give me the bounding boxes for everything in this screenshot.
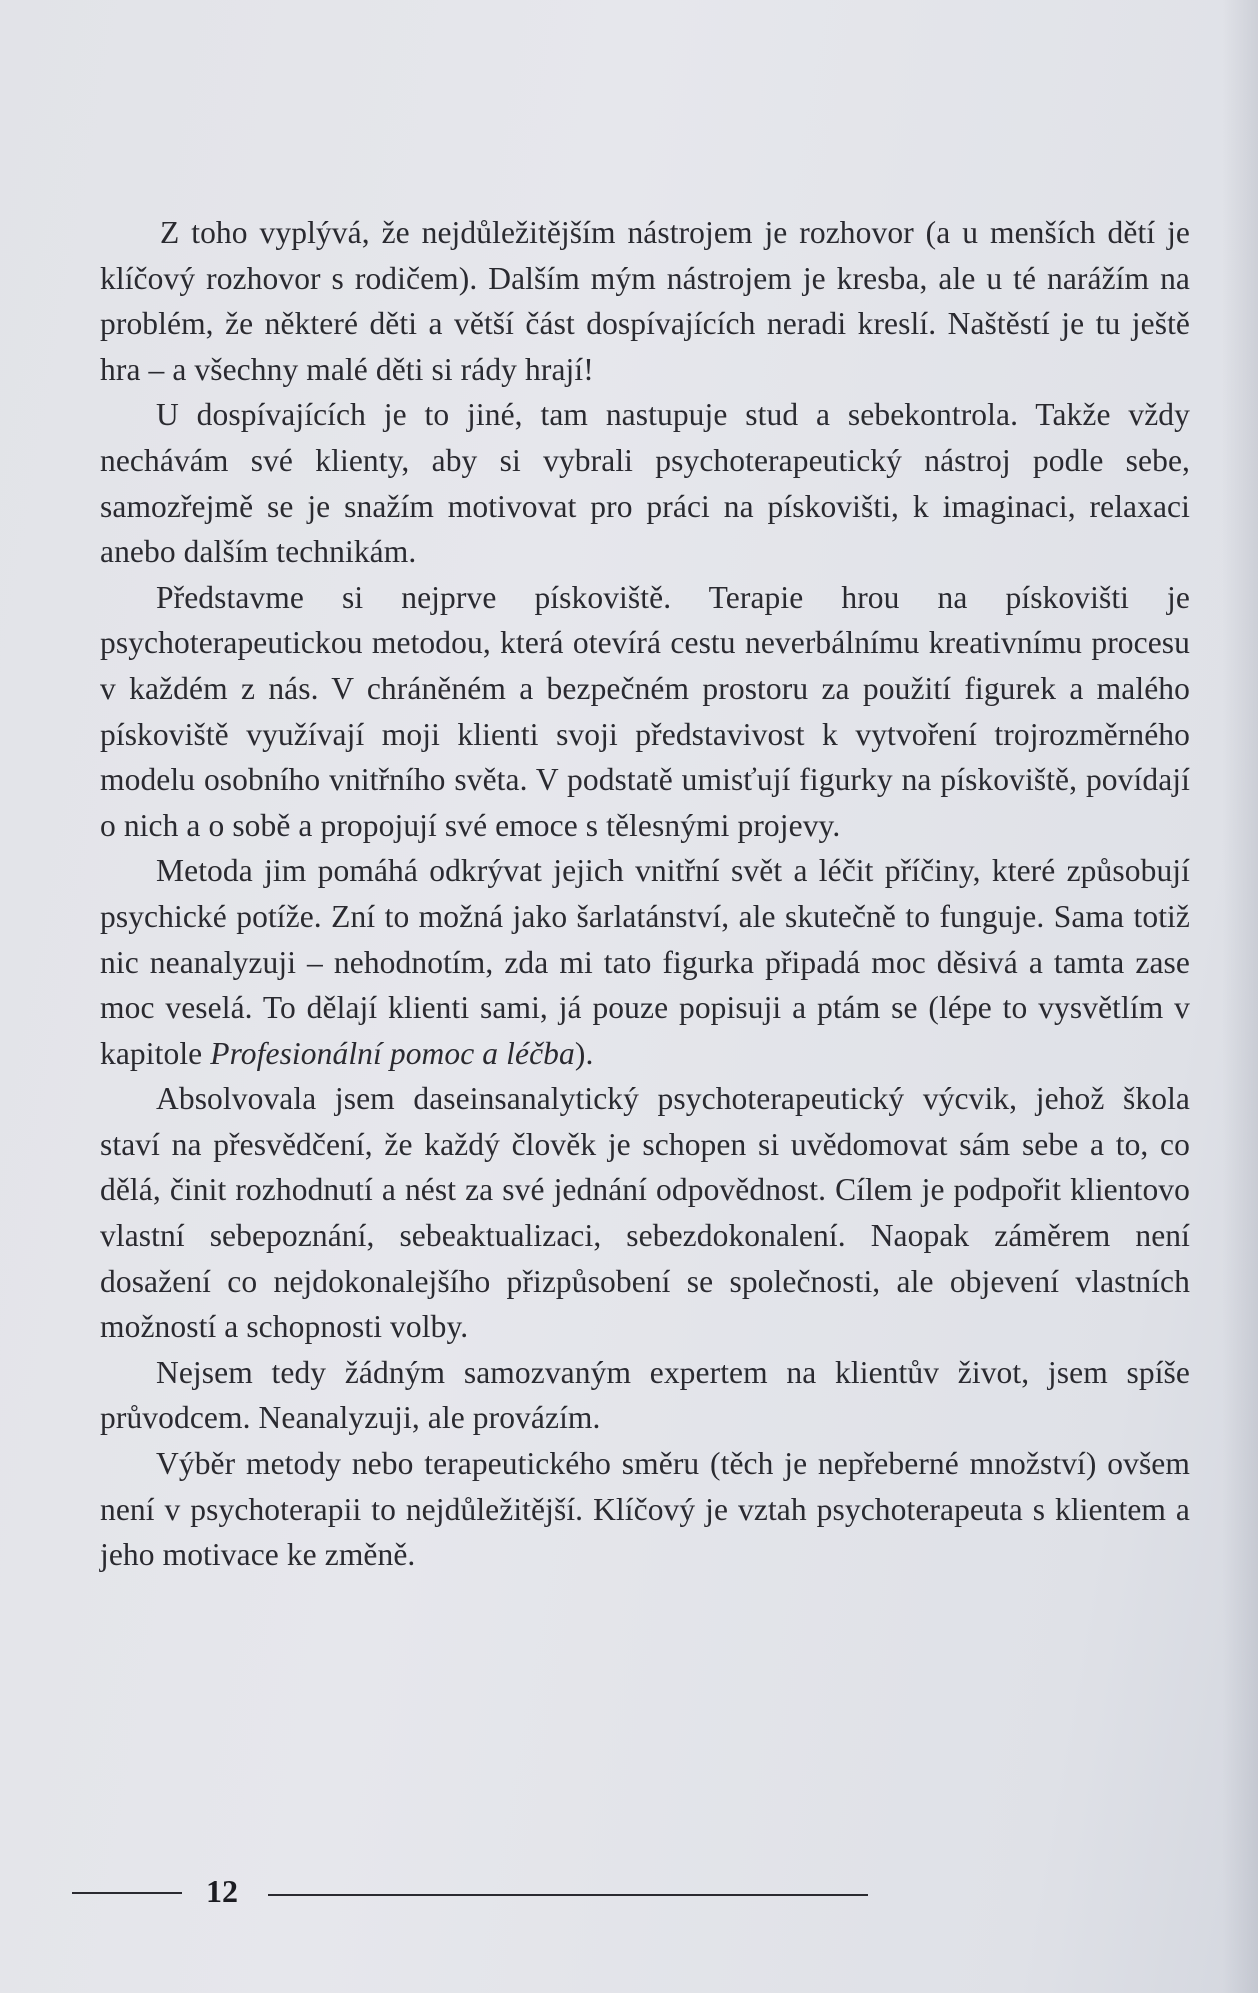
body-text [100,210,1190,1578]
paragraph-4-end: ). [574,1035,594,1071]
chapter-reference: Profesionální pomoc a léčba [210,1035,575,1071]
paragraph-2: U dospívajících je to jiné, tam nastupuje stud a sebekontrola. Takže vždy nechávám své klienty, aby si vybrali psychoterapeutický nástroj podle sebe, samozřejmě se je snažím motivovat pro práci na pískovišti, k imaginaci, relaxaci anebo dalším technikám. [100,397,1190,570]
paragraph-1: Z toho vyplývá, že nejdůležitějším nástrojem je rozhovor (a u menších dětí je klíčový rozhovor s rodičem). Dalším mým nástrojem je kresba, ale u té narážím na problém, že některé děti a větší část dospívajících neradi kreslí. Naštěstí je tu ještě hra – a všechny malé děti si rády hrají! [100,215,1190,387]
page-edge-shadow [1222,0,1258,1993]
paragraph-4-text: Metoda jim pomáhá odkrývat jejich vnitřní svět a léčit příčiny, které způsobují psychické potíže. Zní to možná jako šarlatánství, ale skutečně to funguje. Sama totiž nic neanalyzuji – nehodnotím, zda mi tato figurka připadá moc děsivá a tamta zase moc veselá. To dělají klienti sami, já pouze popisuji a ptám se (lépe to vysvětlím v kapitole [100,853,1190,1071]
page-footer [72,1868,872,1914]
footer-rule-left [72,1892,182,1894]
paragraph-5: Absolvovala jsem daseinsanalytický psychoterapeutický výcvik, jehož škola staví na přesvědčení, že každý člověk je schopen si uvědomovat sám sebe a to, co dělá, činit rozhodnutí a nést za své jednání odpovědnost. Cílem je podpořit klientovo vlastní sebepoznání, sebeaktualizaci, sebezdokonalení. Naopak záměrem není dosažení co nejdokonalejšího přizpůsobení se společnosti, ale objevení vlastních možností a schopnosti volby. [100,1081,1190,1345]
paragraph-4 [100,848,1190,1076]
page-number: 12 [206,1873,238,1909]
paragraph-6: Nejsem tedy žádným samozvaným expertem na klientův život, jsem spíše průvodcem. Neanalyzuji, ale provázím. [100,1354,1190,1436]
paragraph-7: Výběr metody nebo terapeutického směru (těch je nepřeberné množství) ovšem není v psychoterapii to nejdůležitější. Klíčový je vztah psychoterapeuta s klientem a jeho motivace ke změně. [100,1446,1190,1573]
footer-rule-right [268,1894,868,1896]
paragraph-3: Představme si nejprve pískoviště. Terapie hrou na pískovišti je psychoterapeutickou metodou, která otevírá cestu neverbálnímu kreativnímu procesu v každém z nás. V chráněném a bezpečném prostoru za použití figurek a malého pískoviště využívají moji klienti svoji představivost k vytvoření trojrozměrného modelu osobního vnitřního světa. V podstatě umisťují figurky na pískoviště, povídají o nich a o sobě a propojují své emoce s tělesnými projevy. [100,579,1190,843]
